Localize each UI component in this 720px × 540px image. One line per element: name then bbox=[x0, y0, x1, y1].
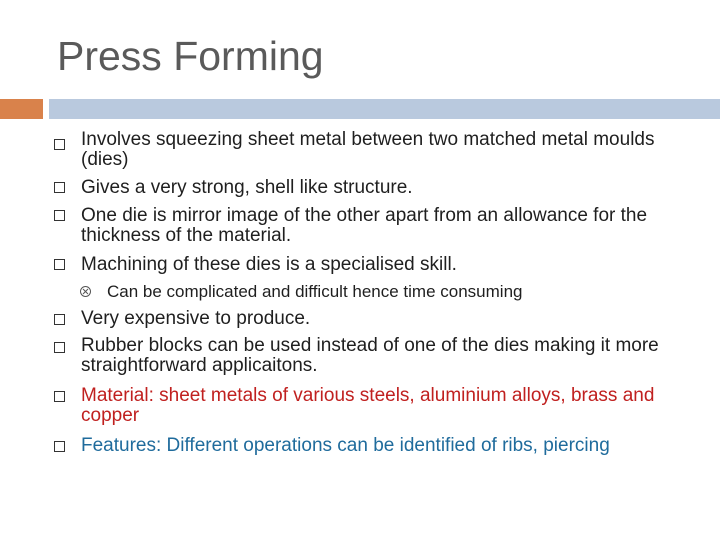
slide-title: Press Forming bbox=[57, 33, 324, 79]
sub-bullet-item: Can be complicated and difficult hence time consuming bbox=[107, 282, 523, 301]
bullet-item-material: Material: sheet metals of various steels, aluminium alloys, brass and copper bbox=[81, 385, 655, 426]
checkbox-bullet-icon bbox=[54, 139, 65, 150]
bullet-item: Gives a very strong, shell like structure. bbox=[81, 177, 413, 198]
checkbox-bullet-icon bbox=[54, 391, 65, 402]
x-circle-icon bbox=[80, 286, 91, 297]
checkbox-bullet-icon bbox=[54, 342, 65, 353]
checkbox-bullet-icon bbox=[54, 314, 65, 325]
bullet-item: Involves squeezing sheet metal between two matched metal moulds (dies) bbox=[81, 129, 655, 170]
checkbox-bullet-icon bbox=[54, 441, 65, 452]
bullet-item: Rubber blocks can be used instead of one of the dies making it more straightforward applicaitons. bbox=[81, 335, 659, 376]
checkbox-bullet-icon bbox=[54, 210, 65, 221]
checkbox-bullet-icon bbox=[54, 259, 65, 270]
bullet-item: One die is mirror image of the other apart from an allowance for the thickness of the material. bbox=[81, 205, 648, 246]
bullet-item: Very expensive to produce. bbox=[81, 308, 311, 329]
bullet-item: Machining of these dies is a specialised skill. bbox=[81, 254, 457, 275]
checkbox-bullet-icon bbox=[54, 182, 65, 193]
bullet-item-features: Features: Different operations can be identified of ribs, piercing bbox=[81, 435, 610, 456]
